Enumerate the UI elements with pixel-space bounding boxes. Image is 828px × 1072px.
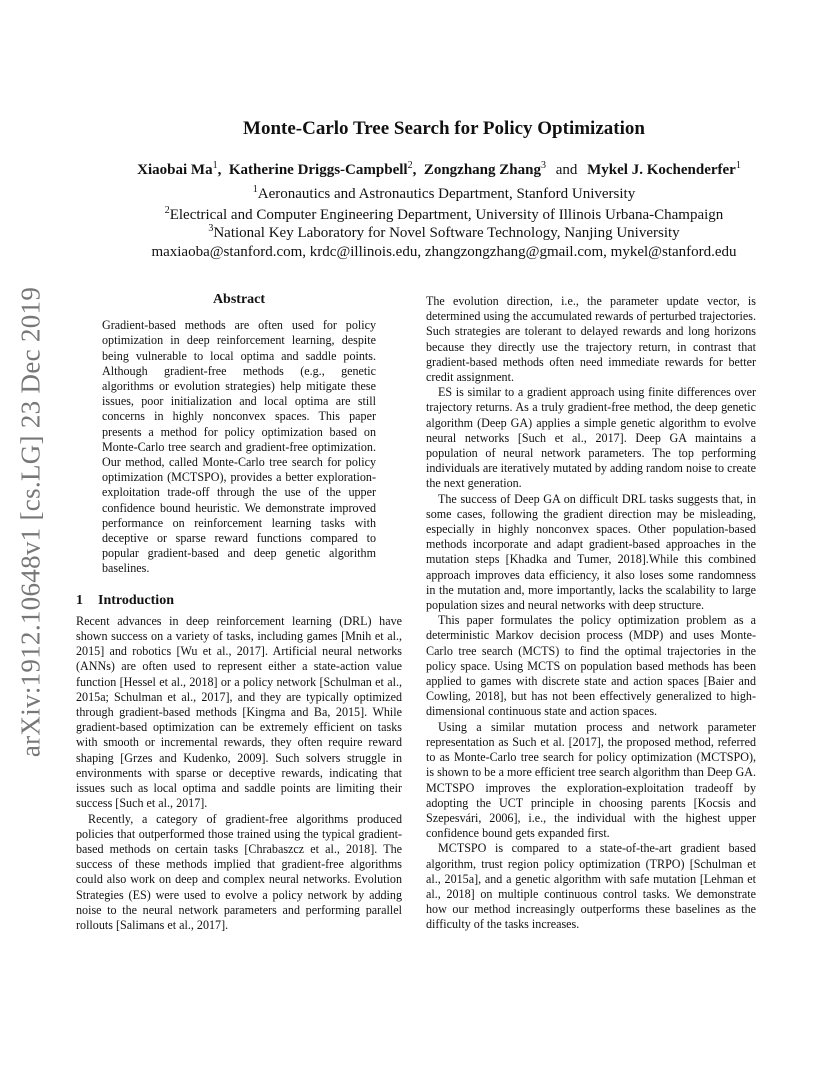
affiliation-text: Electrical and Computer Engineering Department, University of Illinois Urbana-Champaign (169, 207, 724, 223)
arxiv-identifier-text: arXiv:1912.10648v1 [cs.LG] 23 Dec 2019 (15, 286, 46, 758)
section-number: 1 (76, 592, 83, 608)
author-separator: , (217, 162, 222, 178)
paragraph: MCTSPO is compared to a state-of-the-art gradient based algorithm, trust region policy optimization (TRPO) [Schulman et al., 2015a], and a genetic algorithm with safe mutation [Lehman et al., 2018] on multiple continuous control tasks. We demonstrate how our method increasingly outperforms these baselines as the difficulty of the tasks increases. (426, 841, 756, 932)
author-affiliation-mark: 1 (212, 160, 218, 171)
affiliation-text: National Key Laboratory for Novel Software Technology, Nanjing University (213, 225, 680, 241)
author-name: Xiaobai Ma (137, 162, 213, 178)
left-column (76, 292, 402, 933)
abstract-heading: Abstract (212, 292, 266, 307)
author-affiliation-mark: 3 (540, 160, 546, 171)
affiliation (60, 184, 828, 203)
author-list (50, 160, 828, 179)
paragraph: Using a similar mutation process and network parameter representation as Such et al. [2017], the proposed method, referred to as Monte-Carlo tree search for policy optimization (MCTSPO), is shown to be a more efficient tree search algorithm than Deep GA. MCTSPO improves the exploration-exploitation tradeoff by adopting the UCT principle in choosing parents [Kocsis and Szepesvári, 2006], i.e., the individual with the highest upper confidence bound gets expanded first. (426, 719, 756, 841)
paragraph: Recent advances in deep reinforcement learning (DRL) have shown success on a variety of tasks, including games [Mnih et al., 2015] and robotics [Wu et al., 2017]. Artificial neural networks (ANNs) are often used to represent either a state-action value function [Hessel et al., 2018] or a policy network [Schulman et al., 2015a; Schulman et al., 2017], and they are typically optimized through gradient-based methods [Kingma and Ba, 2015]. While gradient-based optimization can be extremely efficient on tasks with smooth or incremental rewards, they often require reward shaping [Grzes and Kudenko, 2009]. Such solvers struggle in environments with sparse or deceptive rewards, indicating that issues such as local optima and saddle points are limiting their success [Such et al., 2017]. (76, 613, 402, 811)
section-title: Introduction (98, 592, 174, 608)
author-and: and (555, 162, 578, 178)
arxiv-identifier (14, 282, 48, 762)
affiliation-number: 1 (252, 184, 258, 195)
author-affiliation-mark: 1 (735, 160, 741, 171)
paragraph: ES is similar to a gradient approach using finite differences over trajectory returns. As a truly gradient-free method, the deep genetic algorithm (Deep GA) applies a simple genetic algorithm to evolve neural networks [Such et al., 2017]. Deep GA maintains a population of neural network parameters. The top performing individuals are iteratively mutated by adding random noise to create the next generation. (426, 385, 756, 491)
author-name: Mykel J. Kochenderfer (587, 162, 736, 178)
affiliation-number: 2 (164, 205, 170, 216)
paragraph: The evolution direction, i.e., the parameter update vector, is determined using the accumulated rewards of perturbed trajectories. Such strategies are tolerant to delayed rewards and long horizons because they directly use the trajectory return, in contrast that gradient-based methods often need immediate rewards for better credit assignment. (426, 294, 756, 385)
author-emails: maxiaoba@stanford.com, krdc@illinois.edu, zhangzongzhang@gmail.com, mykel@stanford.edu (151, 244, 737, 260)
affiliation-text: Aeronautics and Astronautics Department, Stanford University (257, 186, 636, 202)
author-separator: , (412, 162, 417, 178)
affiliation (60, 205, 828, 224)
author-name: Katherine Driggs-Campbell (228, 162, 408, 178)
paragraph: This paper formulates the policy optimization problem as a deterministic Markov decision process (MDP) and uses Monte-Carlo tree search (MCTS) to find the optimal trajectories in the policy space. Using MCTS on population based methods has been applied to games with discrete state and action spaces [Baier and Cowling, 2018], but has not been effectively generalized to high-dimensional continuous state and action spaces. (426, 613, 756, 719)
affiliation (60, 223, 828, 242)
paper-title: Monte-Carlo Tree Search for Policy Optimization (243, 118, 645, 139)
paragraph: Recently, a category of gradient-free algorithms produced policies that outperformed those trained using the typical gradient-based methods on certain tasks [Chrabaszcz et al., 2018]. The success of these methods implied that gradient-free algorithms could also work on deep and complex neural networks. Evolution Strategies (ES) were used to evolve a policy network by adding noise to the neural network parameters and performing parallel rollouts [Salimans et al., 2017]. (76, 811, 402, 932)
right-column (426, 294, 756, 933)
author-name: Zongzhang Zhang (423, 162, 541, 178)
affiliation-number: 3 (208, 223, 214, 234)
abstract-text: Gradient-based methods are often used for policy optimization in deep reinforcement learning, despite being vulnerable to local optima and saddle points. Although gradient-free methods (e.g., genetic algorithms or evolution strategies) help mitigate these issues, poor initialization and local optima are still concerns in highly nonconvex spaces. This paper presents a method for policy optimization based on Monte-Carlo tree search and gradient-free optimization. Our method, called Monte-Carlo tree search for policy optimization (MCTSPO), provides a better exploration-exploitation trade-off through the use of the upper confidence bound heuristic. We demonstrate improved performance on reinforcement learning tasks with deceptive or sparse reward functions compared to popular gradient-based and deep genetic algorithm baselines. (102, 318, 376, 576)
section-heading (76, 593, 402, 608)
paragraph: The success of Deep GA on difficult DRL tasks suggests that, in some cases, following the gradient direction may be misleading, especially in highly nonconvex spaces. Other population-based methods incorporate and adapt gradient-based approaches in the mutation steps [Khadka and Tumer, 2018].While this combined approach improves data efficiency, it also loses some randomness in the mutation and, more importantly, lacks the scalability to large population sizes and neural networks with deep structure. (426, 491, 756, 613)
author-affiliation-mark: 2 (407, 160, 413, 171)
